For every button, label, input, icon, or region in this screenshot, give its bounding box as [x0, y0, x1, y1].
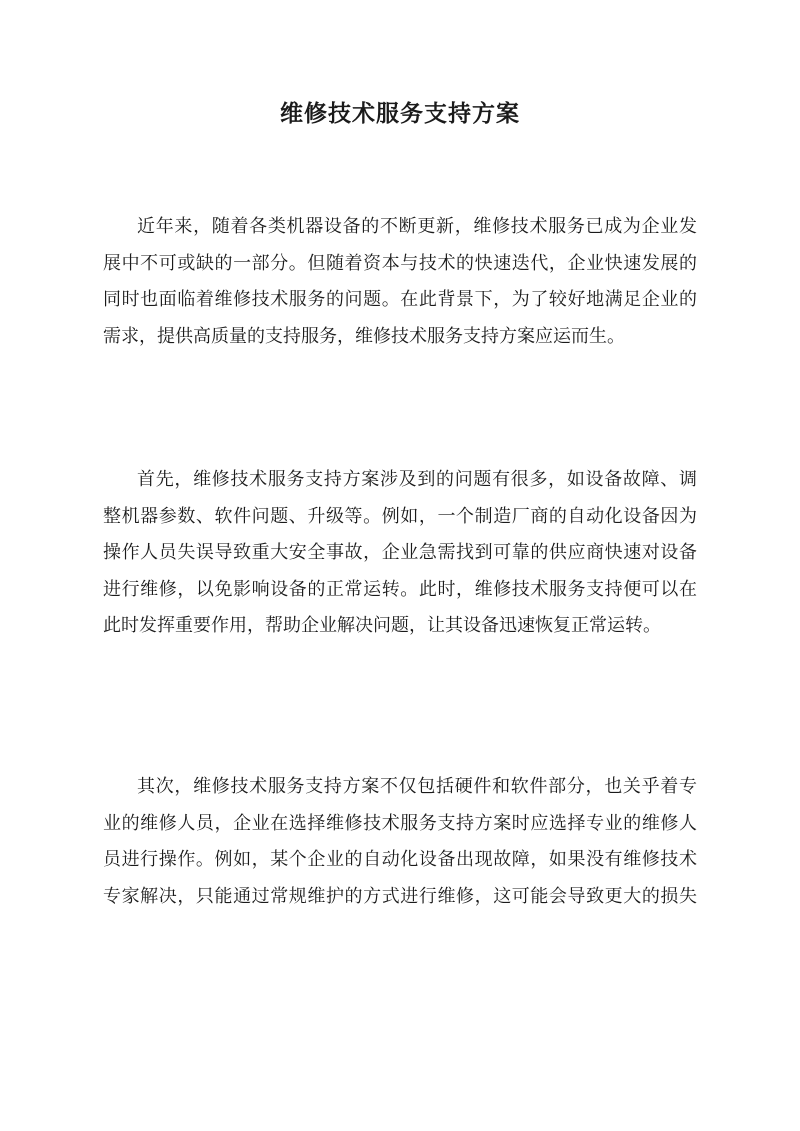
paragraph-line: 操作人员失误导致重大安全事故，企业急需找到可靠的供应商快速对设备 [103, 542, 697, 563]
paragraph-line: 近年来，随着各类机器设备的不断更新，维修技术服务已成为企业发 [137, 216, 697, 237]
paragraph-2 [103, 462, 697, 645]
paragraph-1 [103, 209, 697, 355]
paragraph-line: 业的维修人员，企业在选择维修技术服务支持方案时应选择专业的维修人 [103, 812, 697, 834]
paragraph-3 [103, 769, 697, 915]
paragraph-line: 其次，维修技术服务支持方案不仅包括硬件和软件部分，也关乎着专 [137, 776, 697, 797]
paragraph-line: 此时发挥重要作用，帮助企业解决问题，让其设备迅速恢复正常运转。 [103, 615, 661, 636]
paragraph-line: 需求，提供高质量的支持服务，维修技术服务支持方案应运而生。 [103, 325, 625, 347]
paragraph-line: 专家解决，只能通过常规维护的方式进行维修，这可能会导致更大的损失 [103, 885, 697, 907]
paragraph-line: 首先，维修技术服务支持方案涉及到的问题有很多，如设备故障、调 [137, 469, 697, 490]
paragraph-line: 整机器参数、软件问题、升级等。例如，一个制造厂商的自动化设备因为 [103, 505, 697, 527]
paragraph-line: 同时也面临着维修技术服务的问题。在此背景下，为了较好地满足企业的 [103, 289, 697, 310]
document-title: 维修技术服务支持方案 [280, 100, 520, 127]
paragraph-line: 员进行操作。例如，某个企业的自动化设备出现故障，如果没有维修技术 [103, 849, 697, 870]
paragraph-line: 展中不可或缺的一部分。但随着资本与技术的快速迭代，企业快速发展的 [103, 252, 697, 274]
paragraph-line: 进行维修，以免影响设备的正常运转。此时，维修技术服务支持便可以在 [103, 578, 697, 600]
